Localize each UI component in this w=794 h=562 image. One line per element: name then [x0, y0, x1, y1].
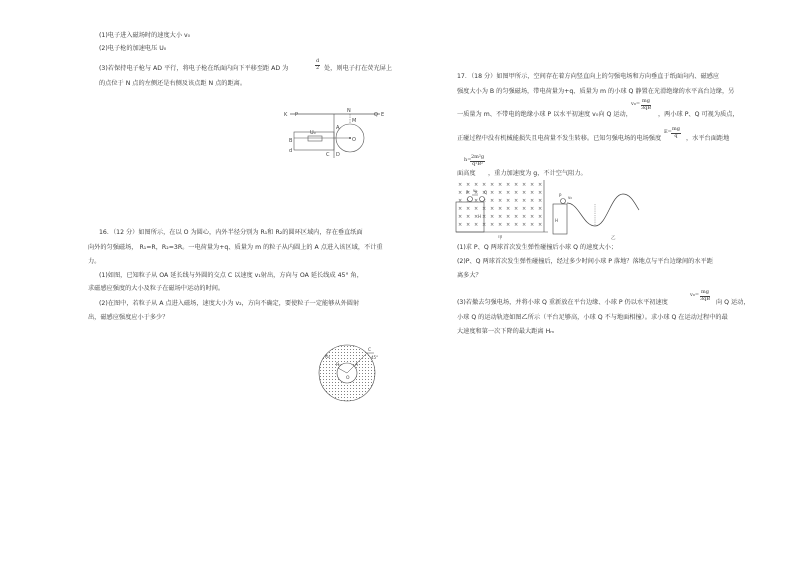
ball-yi: [561, 199, 566, 204]
ball-q: [480, 197, 485, 202]
ring-label-a: A: [355, 363, 359, 368]
frac-h: h= 2m²g q²B²: [464, 154, 485, 167]
jia-caption: 甲: [498, 236, 503, 241]
q16-sub2-line2: 出，磁感应强度应小于多少？: [88, 314, 169, 321]
jia-label-v0: v₀: [473, 188, 477, 193]
frac-num: d: [316, 58, 320, 64]
label-n: N: [347, 108, 351, 114]
ring-label-45: 45°: [371, 355, 379, 360]
jia-label-p: P: [466, 190, 469, 195]
label-d2: D: [336, 152, 340, 158]
figure-electron-gun: [280, 110, 390, 160]
q15-sub3-part2: 处，则电子打在荧光屏上: [324, 65, 393, 72]
label-o: O: [352, 137, 356, 143]
q15-sub2: (2)电子枪的加速电压 U₀: [99, 45, 167, 52]
label-p: P: [295, 112, 299, 118]
q17-sub2-line2: 离多大？: [457, 272, 482, 279]
label-d: d: [289, 148, 293, 154]
frac-num: mg: [701, 289, 709, 295]
q15-sub3-part1: (3)若保持电子枪与 AD 平行，将电子枪在纸面内向下平移至距 AD 为: [99, 65, 289, 72]
yi-label-p: P: [559, 193, 562, 198]
gun-barrel: [308, 136, 322, 141]
q17-line1: 17．（18 分）如图甲所示，空间存在着方向竖直向上的匀强电场和方向垂直于纸面向内、磁感应: [457, 73, 720, 80]
q16-sub1-line2: 求磁感应强度的大小及粒子在磁场中运动的时间。: [88, 285, 225, 292]
trajectory: [567, 194, 639, 226]
q17-line3b: ，两小球 P、Q 可视为质点，: [658, 111, 739, 118]
frac-den: q: [674, 132, 678, 139]
q17-sub1: (1)求 P、Q 两球首次发生弹性碰撞后小球 Q 的速度大小；: [457, 244, 618, 251]
label-c: C: [326, 152, 330, 158]
frac-num: mg: [672, 126, 680, 132]
label-a: A: [336, 125, 340, 131]
frac-den: 2: [316, 64, 320, 71]
field-region: [456, 180, 544, 228]
ring-label-r1: R₁: [336, 363, 341, 368]
frac-d-over-2: [315, 59, 320, 71]
field-center: [349, 137, 351, 139]
frac-v0-b: v₀= mg 3qB: [690, 289, 711, 302]
q17-line5a: 面高度: [457, 170, 476, 177]
q17-sub3-line1b: 向 Q 运动，: [716, 299, 750, 306]
label-e: E: [381, 112, 385, 118]
label-b: B: [289, 138, 293, 144]
frac-den: q²B²: [472, 160, 484, 167]
q17-line2: 强度大小为 B 的匀强磁场，带电荷量为+q、质量为 m 的小球 Q 静置在光滑绝缘的水平高台边缘，另: [457, 88, 735, 95]
figure-yi: [553, 190, 639, 240]
q16-line1: 16．（12 分）如图所示，在以 O 为圆心，内外半径分别为 R₁和 R₂的圆环区域内，存在垂直纸面: [99, 229, 363, 236]
frac-e: E= mg q: [664, 126, 680, 139]
q16-sub1-line1: (1)如图，已知粒子从 OA 延长线与外圆的交点 C 以速度 v₁射出，方向与 OA 延长线成 45° 角，: [99, 272, 363, 279]
q17-sub3-line2: 小球 Q 的运动轨迹如图乙所示（平台足够高，小球 Q 不与地面相撞）。求小球 Q 在运动过程中的最: [457, 314, 728, 321]
q17-line3a: 一质量为 m、不带电的绝缘小球 P 以水平初速度 v₀向 Q 运动，: [457, 111, 632, 118]
label-m: M: [352, 118, 357, 124]
yi-caption: 乙: [611, 236, 616, 241]
ring-label-o: O: [346, 376, 350, 381]
jia-label-q: Q: [484, 190, 488, 195]
q15-sub3-part3: 的点位于 N 点的左侧还是右侧及该点距 N 点的距离。: [99, 80, 247, 87]
frac-den: 3qB: [641, 104, 652, 111]
figure-jia: [456, 180, 548, 240]
yi-label-v0: v₀: [568, 195, 572, 200]
label-k: K: [284, 112, 288, 118]
frac-den: 3qB: [700, 295, 711, 302]
ring-label-r2: R₂: [325, 355, 330, 360]
q15-sub1: (1)电子进入磁场时的速度大小 v₀: [99, 32, 191, 39]
ball-p: [468, 197, 473, 202]
frac-num: 2m²g: [471, 154, 485, 160]
jia-label-h: H: [478, 214, 482, 219]
q16-sub2-line1: (2)在图中，若粒子从 A 点进入磁场，速度大小为 v₂，方向不确定，要使粒子一定能够从外圆射: [99, 300, 360, 307]
q17-sub2-line1: (2)P、Q 两球首次发生弹性碰撞后，经过多少时间小球 P 落地？落地点与平台边缘间的水平距: [457, 258, 713, 265]
q16-line3: 力。: [88, 258, 101, 265]
ring-label-c: C: [368, 348, 372, 353]
q17-line4b: ，水平台面距地: [686, 135, 730, 142]
q17-line5b: ，重力加速度为 g，不计空气阻力。: [488, 170, 587, 177]
frac-v0: v₀= mg 3qB: [631, 98, 652, 111]
q17-sub3-line1: (3)若撤去匀强电场，并将小球 Q 重新放在平台边缘、小球 P 仍以水平初速度: [457, 299, 668, 306]
q17-line4a: 正碰过程中没有机械能损失且电荷量不发生转移。已知匀强电场的电场强度: [457, 135, 662, 142]
q16-line2: 向外的匀强磁场， R₁=R，R₂=3R。一电荷量为+q、质量为 m 的粒子从内圆上的 A 点进入该区域，不计重: [88, 244, 383, 251]
figure-ring-field: [316, 342, 378, 404]
frac-num: mg: [642, 98, 650, 104]
label-u0: U₀: [310, 130, 316, 136]
yi-label-h: H: [555, 218, 559, 223]
label-q: Q: [374, 112, 378, 118]
q17-sub3-line3: 大速度和第一次下降的最大距离 Hₘ: [457, 328, 555, 335]
